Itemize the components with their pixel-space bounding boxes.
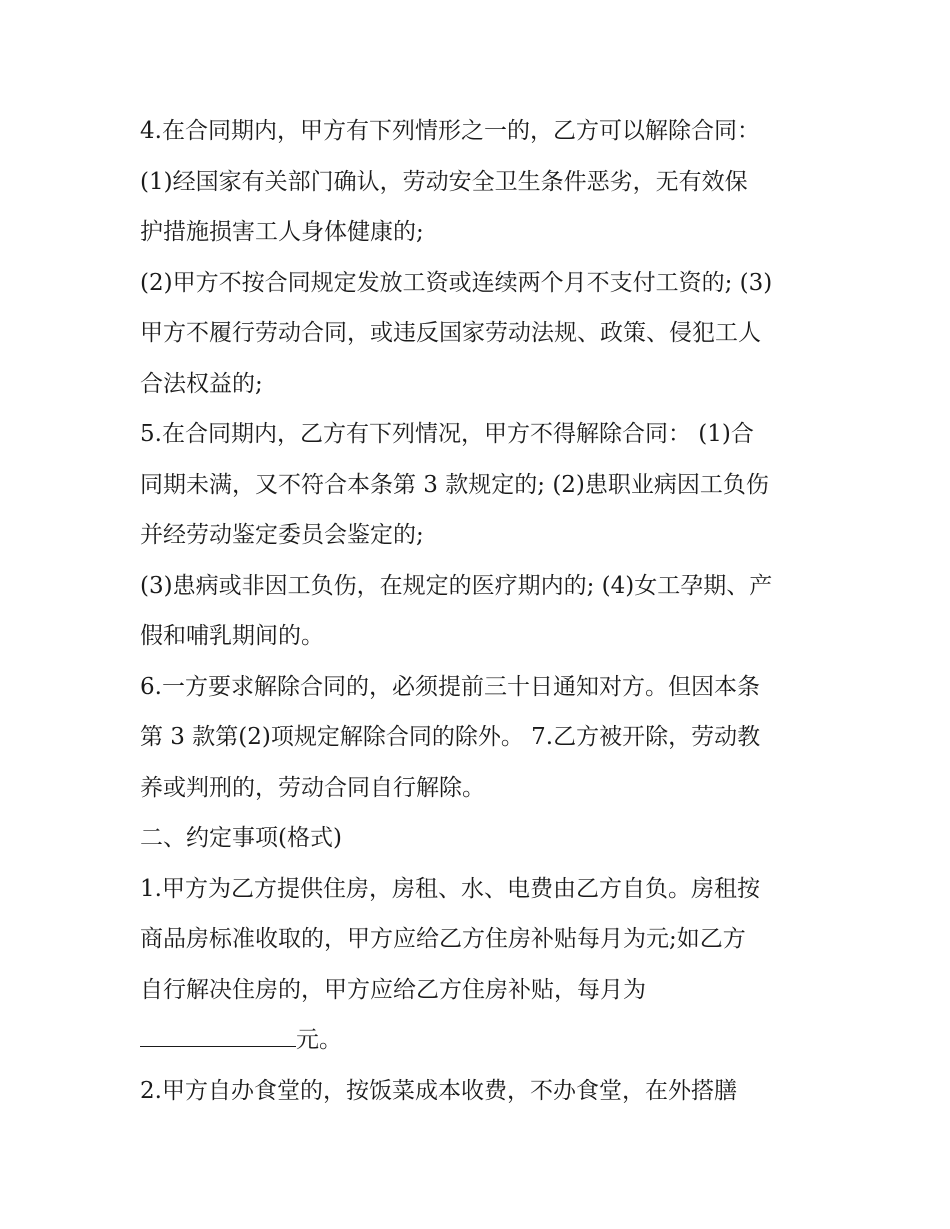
text-line: 护措施损害工人身体健康的;	[140, 219, 424, 245]
text-line: 并经劳动鉴定委员会鉴定的;	[140, 522, 424, 548]
text-line: (2)甲方不按合同规定发放工资或连续两个月不支付工资的; (3)	[140, 269, 773, 296]
blank-suffix: 元。	[296, 1027, 342, 1053]
text-line: 5.在合同期内，乙方有下列情况，甲方不得解除合同： (1)合	[140, 421, 754, 447]
text-line: 2.甲方自办食堂的，按饭菜成本收费，不办食堂，在外搭膳	[140, 1077, 737, 1104]
text-line: (1)经国家有关部门确认，劳动安全卫生条件恶劣，无有效保	[140, 168, 748, 195]
text-line: 商品房标准收取的，甲方应给乙方住房补贴每月为元;如乙方	[140, 926, 746, 952]
text-line: 养或判刑的，劳动合同自行解除。	[140, 774, 485, 801]
section-heading: 二、约定事项(格式)	[140, 825, 342, 851]
fill-in-line	[140, 1015, 820, 1066]
text-line: 自行解决住房的，甲方应给乙方住房补贴，每月为	[140, 976, 646, 1003]
text-line: 第 3 款第(2)项规定解除合同的除外。 7.乙方被开除，劳动教	[140, 724, 761, 750]
text-line: 1.甲方为乙方提供住房，房租、水、电费由乙方自负。房租按	[140, 875, 760, 902]
document-body	[140, 106, 820, 1116]
text-line: (3)患病或非因工负伤，在规定的医疗期内的; (4)女工孕期、产	[140, 572, 773, 599]
text-line: 6.一方要求解除合同的，必须提前三十日通知对方。但因本条	[140, 673, 760, 700]
text-line: 合法权益的;	[140, 370, 263, 397]
text-line: 4.在合同期内，甲方有下列情形之一的，乙方可以解除合同：	[140, 118, 760, 144]
text-line: 同期未满，又不符合本条第 3 款规定的; (2)患职业病因工负伤	[140, 471, 769, 498]
text-line: 假和哺乳期间的。	[140, 623, 324, 649]
fill-in-blank	[140, 1016, 296, 1047]
text-line: 甲方不履行劳动合同，或违反国家劳动法规、政策、侵犯工人	[140, 320, 761, 346]
